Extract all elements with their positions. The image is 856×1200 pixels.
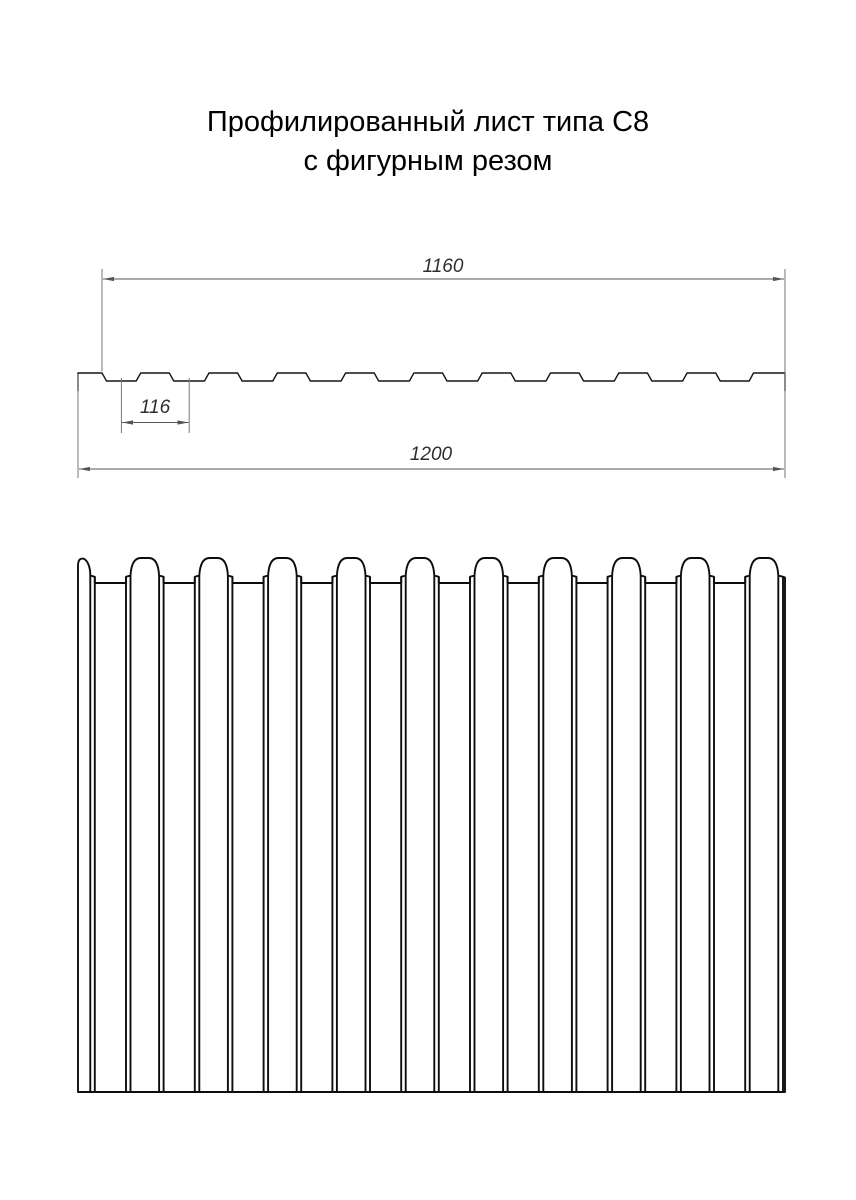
arrow-116-right [178,420,189,424]
dimension-label-working-width: 1160 [422,256,464,277]
dimension-label-rib-pitch: 116 [139,397,171,418]
arrow-1160-right [773,277,784,281]
arrow-1200-right [773,467,784,471]
arrow-1200-left [79,467,90,471]
dimension-label-total-width: 1200 [409,444,453,465]
arrow-116-left [122,420,133,424]
profile-outline [78,373,785,391]
drawing-title-line2: с фигурным резом [303,145,553,177]
arrow-1160-left [103,277,114,281]
front-view-figured-cut [78,558,785,1092]
rib-edge-lines [90,576,783,1093]
sheet-outline [78,558,785,1092]
drawing-title-line1: Профилированный лист типа С8 [206,106,650,138]
